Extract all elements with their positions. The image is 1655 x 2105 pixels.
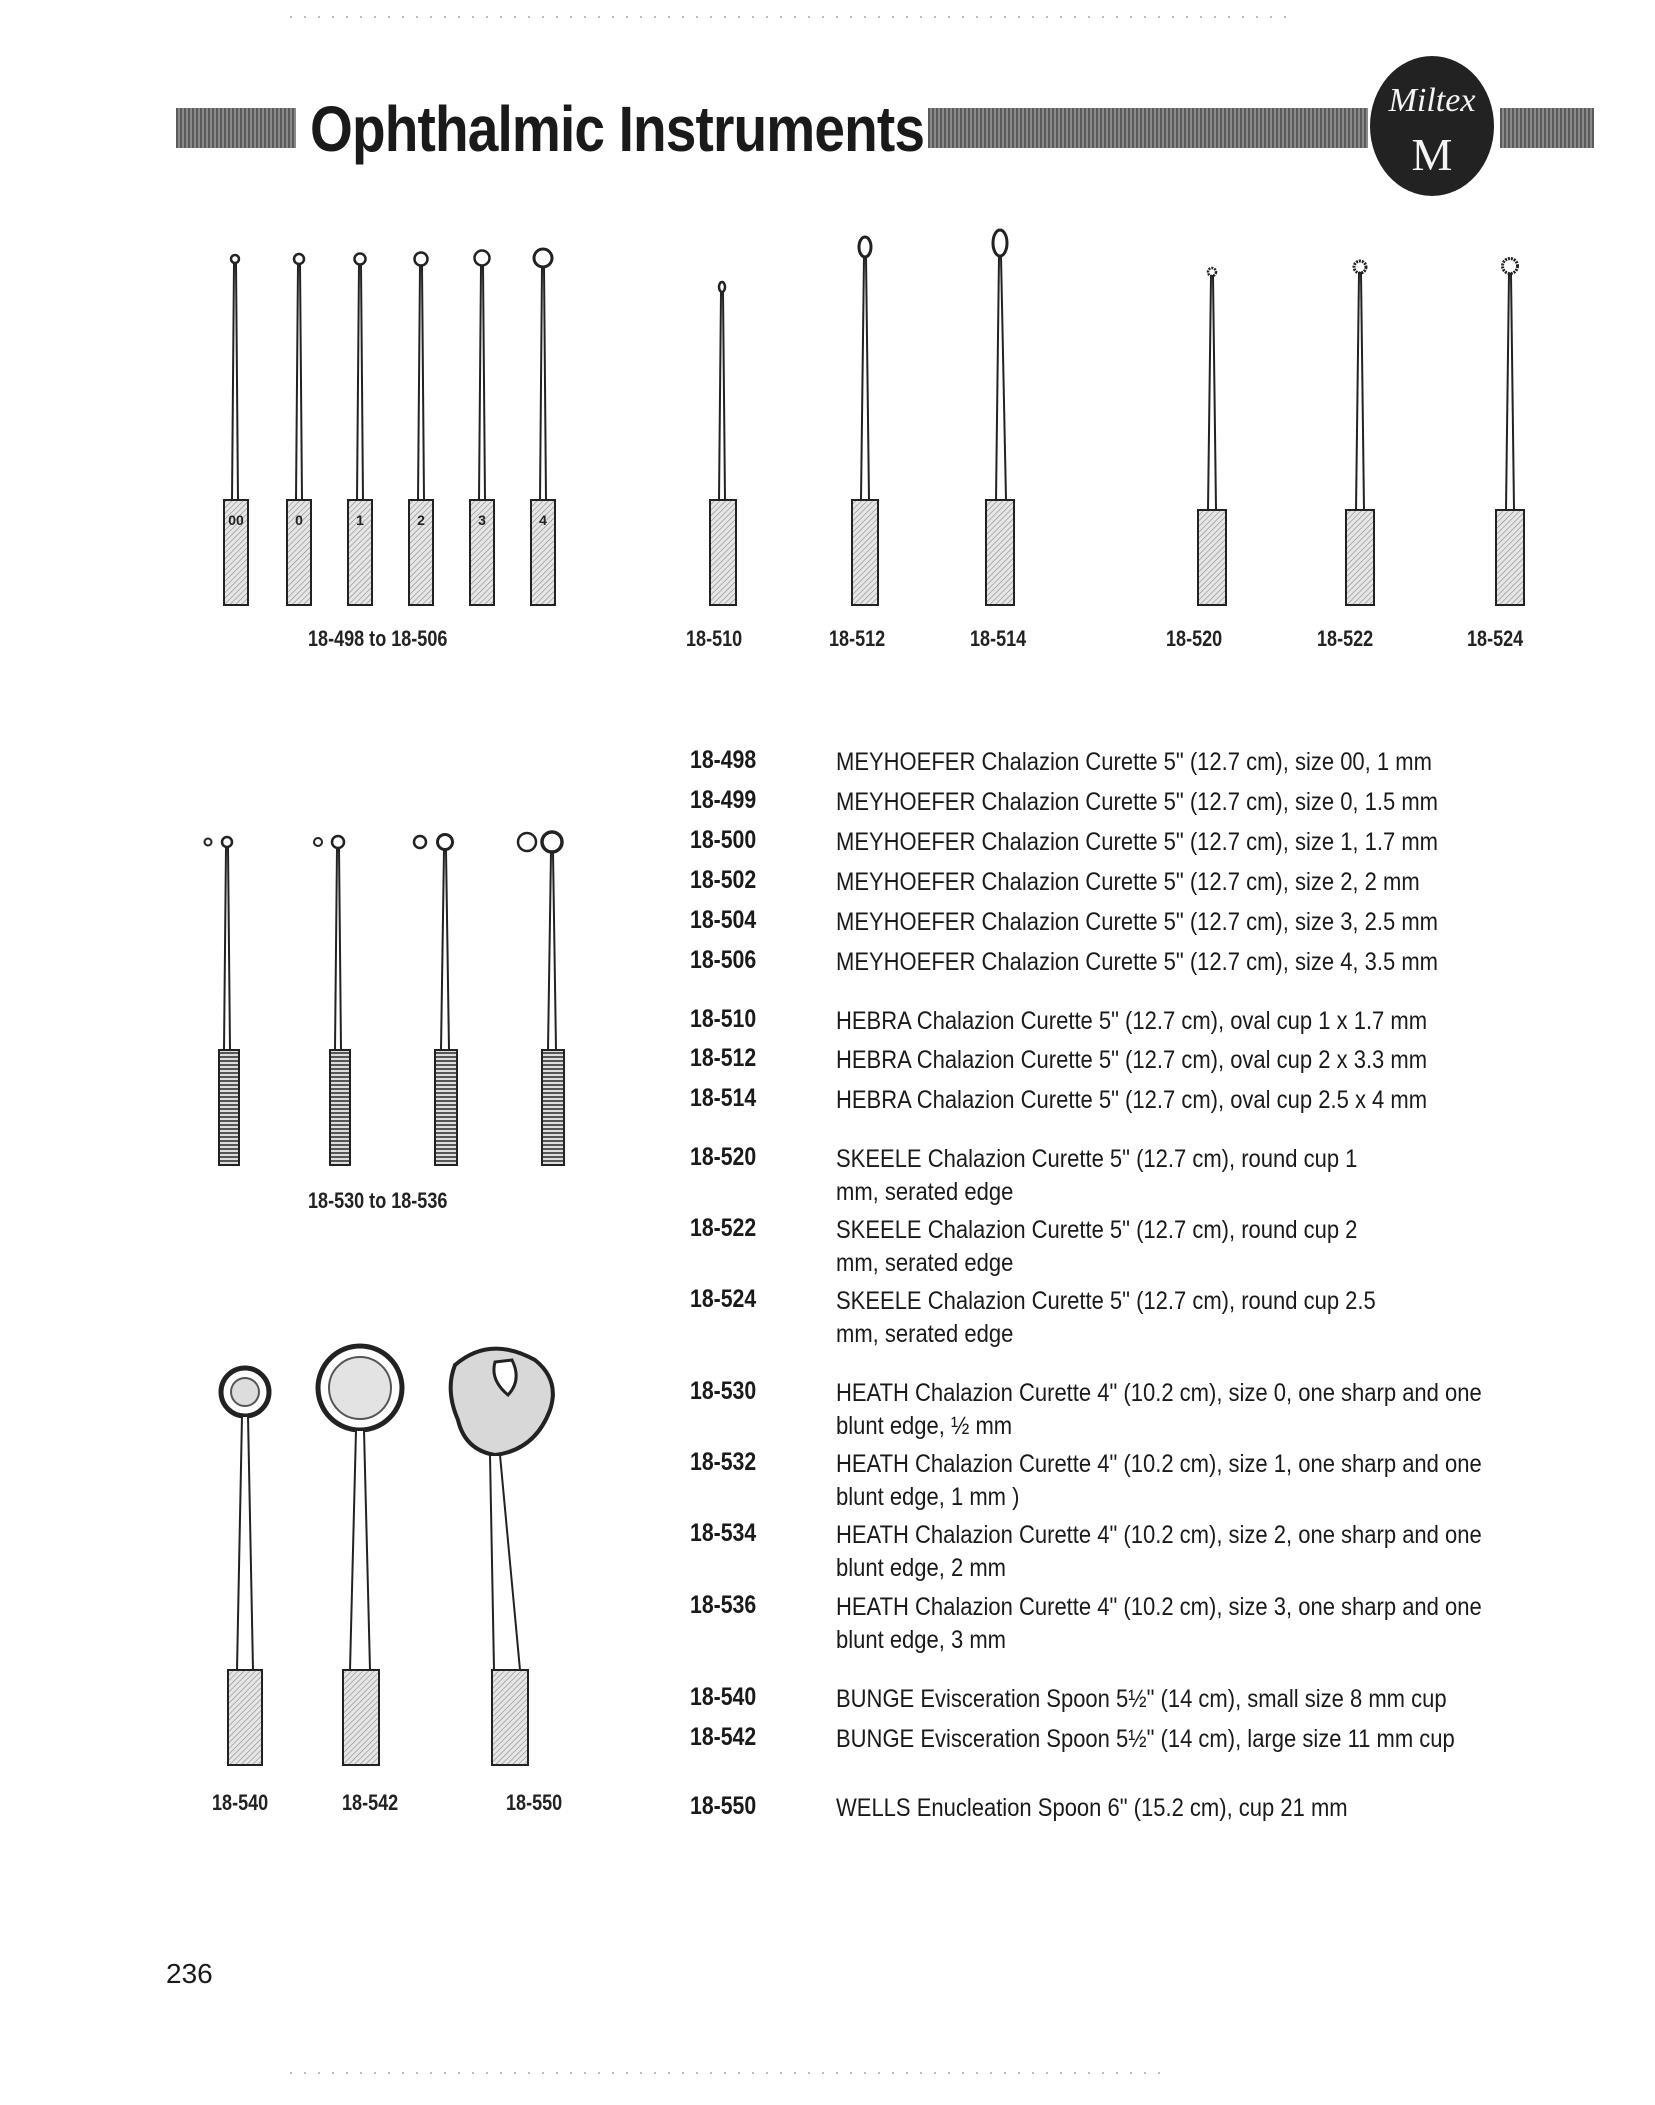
- skeele-curettes-figure: [1180, 245, 1550, 615]
- meyhoefer-curette-00: [224, 255, 248, 605]
- wells-spoon-550: [451, 1349, 553, 1765]
- scan-dots-top: [290, 16, 1290, 18]
- hebra-curette-514: [986, 230, 1014, 605]
- figure-label-18-540: 18-540: [212, 1790, 269, 1815]
- heath-curette-536: [518, 832, 564, 1165]
- item-description: HEBRA Chalazion Curette 5" (12.7 cm), oval cup 2.5 x 4 mm: [836, 1086, 1428, 1114]
- item-code: 18-502: [690, 866, 757, 894]
- item-code: 18-512: [690, 1044, 757, 1072]
- bunge-spoon-540: [221, 1368, 269, 1765]
- item-description: MEYHOEFER Chalazion Curette 5" (12.7 cm), size 0, 1.5 mm: [836, 788, 1439, 816]
- page-title: Ophthalmic Instruments: [310, 93, 925, 165]
- meyhoefer-curette-2: [409, 253, 433, 606]
- bunge-spoon-542: [318, 1346, 402, 1765]
- heath-curettes-figure: [190, 820, 590, 1190]
- figure-label-18-550: 18-550: [506, 1790, 563, 1815]
- item-code: 18-520: [690, 1143, 757, 1171]
- scan-dots-bottom: [290, 2072, 1170, 2074]
- handle-size-mark: 00: [228, 512, 244, 528]
- item-description: MEYHOEFER Chalazion Curette 5" (12.7 cm), size 2, 2 mm: [836, 868, 1420, 896]
- figure-label-18-514: 18-514: [970, 626, 1027, 651]
- hebra-curette-512: [852, 237, 878, 605]
- meyhoefer-curette-4: [531, 249, 555, 605]
- header-bar-middle: [928, 108, 1368, 148]
- figure-label-heath: 18-530 to 18-536: [308, 1188, 448, 1213]
- header-bar-right: [1500, 108, 1594, 148]
- item-code: 18-500: [690, 826, 757, 854]
- item-code: 18-534: [690, 1519, 757, 1547]
- item-code: 18-506: [690, 946, 757, 974]
- figure-label-meyhoefer: 18-498 to 18-506: [308, 626, 448, 651]
- heath-curette-532: [314, 836, 350, 1165]
- item-code: 18-542: [690, 1723, 757, 1751]
- item-description: HEATH Chalazion Curette 4" (10.2 cm), size 1, one sharp and one blunt edge, 1 mm ): [836, 1450, 1482, 1511]
- figure-label-18-510: 18-510: [686, 626, 743, 651]
- header-bar-left: [176, 108, 296, 148]
- item-description: MEYHOEFER Chalazion Curette 5" (12.7 cm), size 1, 1.7 mm: [836, 828, 1439, 856]
- item-code: 18-524: [690, 1285, 757, 1313]
- item-description: MEYHOEFER Chalazion Curette 5" (12.7 cm), size 3, 2.5 mm: [836, 908, 1439, 936]
- page-number: 236: [166, 1958, 213, 1989]
- item-code: 18-550: [690, 1792, 757, 1820]
- hebra-curettes-figure: [690, 225, 1050, 615]
- skeele-curette-522: [1346, 261, 1374, 605]
- item-code: 18-510: [690, 1005, 757, 1033]
- hebra-curette-510: [710, 282, 736, 605]
- logo-letter: M: [1411, 129, 1453, 180]
- spoons-figure: [190, 1340, 610, 1780]
- item-description: MEYHOEFER Chalazion Curette 5" (12.7 cm), size 4, 3.5 mm: [836, 948, 1439, 976]
- item-description: HEBRA Chalazion Curette 5" (12.7 cm), oval cup 1 x 1.7 mm: [836, 1007, 1428, 1035]
- item-code: 18-530: [690, 1377, 757, 1405]
- meyhoefer-curettes-figure: [210, 245, 580, 615]
- figure-label-18-542: 18-542: [342, 1790, 399, 1815]
- item-description: WELLS Enucleation Spoon 6" (15.2 cm), cup 21 mm: [836, 1794, 1348, 1822]
- item-description: BUNGE Evisceration Spoon 5½" (14 cm), small size 8 mm cup: [836, 1685, 1447, 1713]
- figure-label-18-520: 18-520: [1166, 626, 1223, 651]
- item-description: MEYHOEFER Chalazion Curette 5" (12.7 cm), size 00, 1 mm: [836, 748, 1432, 776]
- heath-curette-534: [414, 835, 457, 1166]
- item-code: 18-504: [690, 906, 757, 934]
- item-description: SKEELE Chalazion Curette 5" (12.7 cm), round cup 1 mm, serated edge: [836, 1145, 1358, 1206]
- handle-size-mark: 2: [417, 512, 425, 528]
- meyhoefer-curette-0: [287, 254, 311, 605]
- meyhoefer-curette-3: [470, 251, 494, 606]
- logo-script-text: Miltex: [1388, 82, 1476, 119]
- heath-curette-530: [205, 837, 240, 1165]
- item-code: 18-499: [690, 786, 757, 814]
- brand-logo: [1370, 56, 1494, 196]
- item-description: HEATH Chalazion Curette 4" (10.2 cm), size 3, one sharp and one blunt edge, 3 mm: [836, 1593, 1482, 1654]
- item-description: SKEELE Chalazion Curette 5" (12.7 cm), round cup 2 mm, serated edge: [836, 1216, 1358, 1277]
- skeele-curette-524: [1496, 259, 1524, 606]
- handle-size-mark: 4: [539, 512, 547, 528]
- figure-label-18-524: 18-524: [1467, 626, 1524, 651]
- handle-size-mark: 3: [478, 512, 486, 528]
- handle-size-mark: 0: [295, 512, 303, 528]
- handle-size-mark: 1: [356, 512, 364, 528]
- item-code: 18-532: [690, 1448, 757, 1476]
- item-description: HEBRA Chalazion Curette 5" (12.7 cm), oval cup 2 x 3.3 mm: [836, 1046, 1428, 1074]
- item-code: 18-522: [690, 1214, 757, 1242]
- meyhoefer-curette-1: [348, 254, 372, 606]
- item-code: 18-498: [690, 746, 757, 774]
- figure-label-18-522: 18-522: [1317, 626, 1374, 651]
- item-code: 18-514: [690, 1084, 757, 1112]
- item-description: HEATH Chalazion Curette 4" (10.2 cm), size 0, one sharp and one blunt edge, ½ mm: [836, 1379, 1482, 1440]
- item-code: 18-536: [690, 1591, 757, 1619]
- item-description: HEATH Chalazion Curette 4" (10.2 cm), size 2, one sharp and one blunt edge, 2 mm: [836, 1521, 1482, 1582]
- figure-label-18-512: 18-512: [829, 626, 886, 651]
- item-description: SKEELE Chalazion Curette 5" (12.7 cm), round cup 2.5 mm, serated edge: [836, 1287, 1376, 1348]
- item-description: BUNGE Evisceration Spoon 5½" (14 cm), large size 11 mm cup: [836, 1725, 1455, 1753]
- skeele-curette-520: [1198, 268, 1226, 605]
- item-code: 18-540: [690, 1683, 757, 1711]
